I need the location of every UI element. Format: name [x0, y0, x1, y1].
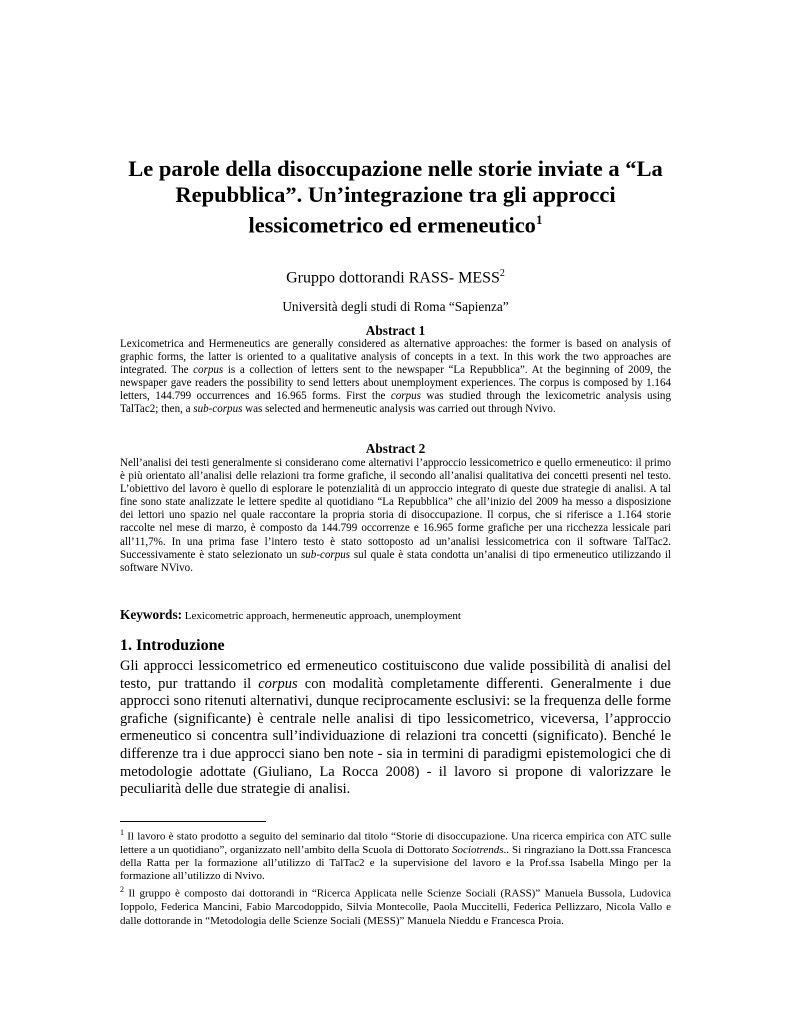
footnote-1-part-2: .. Si ringraziano la Dott.ssa Francesca della Ratta per la formazione all’utilizzo di TalTac2 e la supervisione del lavoro e la Prof.ssa Isabella Mingo per la formazione all’utilizzo di Nvivo.: [120, 843, 672, 883]
author-name: Gruppo dottorandi RASS- MESS: [286, 269, 500, 287]
abstract-1-subcorpus: sub-corpus: [193, 403, 243, 416]
affiliation: Università degli studi di Roma “Sapienza”: [282, 299, 509, 314]
footnote-2: [120, 883, 671, 927]
abstract-1-part-3: was studied through the lexicometric analysis using TalTac2; then, a: [120, 390, 671, 416]
title-line-2: Repubblica”. Un’integrazione tra gli approcci: [175, 181, 616, 207]
abstract-2-text: [120, 457, 671, 575]
abstract-1-part-4: was selected and hermeneutic analysis was carried out through Nvivo.: [242, 403, 556, 416]
footnotes: [120, 826, 671, 928]
title-footnote-mark: 1: [535, 212, 543, 227]
section-heading-introduzione: 1. Introduzione: [120, 637, 225, 654]
abstract-1-part-1: Lexicometrica and Hermeneutics are generally considered as alternative approaches: the former is based on analysis of graphic forms, the latter is oriented to a qualitative analysis of concepts in a text. In this work the two approaches are integrated. The: [120, 338, 671, 377]
abstract-1-corpus-2: corpus: [390, 390, 421, 403]
intro-corpus: corpus: [258, 675, 298, 692]
title-line-1: Le parole della disoccupazione nelle storie inviate a “La: [128, 156, 663, 181]
keywords: [120, 607, 671, 624]
paper-title: [100, 156, 691, 238]
title-line-3-text: lessicometrico ed ermeneutico: [248, 212, 536, 238]
title-line-3: [100, 207, 691, 238]
introduction-paragraph: [120, 658, 671, 799]
footnote-1-italic: Sociotrends: [452, 843, 504, 856]
author-footnote-mark: 2: [499, 268, 505, 279]
footnote-1-part-1: Il lavoro è stato prodotto a seguito del seminario dal titolo “Storie di disoccupazione. Una ricerca empirica con ATC sulle lettere a un quotidiano”, organizzato nell’ambito della Scuola di Dottorato: [120, 830, 671, 856]
abstract-1-text: [120, 338, 671, 417]
footnote-2-text: Il gruppo è composto dai dottorandi in “Ricerca Applicata nelle Scienze Sociali (RASS)” Manuela Bussola, Ludovica Ioppolo, Federica Mancini, Fabio Marcodoppido, Silvia Montecolle, Paola Muccitelli, Federica Pellizzaro, Nicola Vallo e dalle dottorande in “Metodologia delle Scienze Sociali (MESS)” Manuela Nieddu e Francesca Proia.: [120, 888, 671, 927]
intro-part-2: con modalità completamente differenti. Generalmente i due approcci sono ritenuti alternativi, dunque reciprocamente esclusivi: se la frequenza delle forme grafiche (significante) è centrale nelle analisi di tipo lessicometrico, viceversa, l’approccio ermeneutico si concentra sull’individuazione di relazioni tra concetti (significato). Benché le differenze tra i due approcci siano ben note - sia in termini di paradigmi epistemologici che di metodologie adottate (Giuliano, La Rocca 2008) - il lavoro si propone di valorizzare le peculiarità delle due strategie di analisi.: [120, 675, 671, 798]
abstract-2-part-2: sul quale è stata condotta un’analisi di tipo ermeneutico utilizzando il software NVivo.: [120, 548, 672, 574]
footnote-1: [120, 826, 671, 883]
footnote-2-mark: 2: [120, 885, 124, 895]
intro-part-1: Gli approcci lessicometrico ed ermeneutico costituiscono due valide possibilità di analisi del testo, pur trattando il: [120, 658, 671, 692]
abstract-1-part-2: is a collection of letters sent to the newspaper “La Repubblica”. At the beginning of 2009, the newspaper gave readers the possibility to send letters about unemployment experiences. The corpus is composed by 1.164 letters, 144.799 occurrences and 16.965 forms. First the: [120, 364, 671, 403]
abstract-1-corpus-1: corpus: [193, 364, 224, 377]
footnote-separator: [120, 821, 266, 822]
abstract-2-part-1: Nell’analisi dei testi generalmente si considerano come alternativi l’approccio lessicometrico e quello ermeneutico: il primo è più orientato all’analisi delle relazioni tra forme grafiche, il secondo all’analisi qualitativa dei concetti presenti nel testo. L’obiettivo del lavoro è quello di esplorare le potenzialità di un approccio integrato di queste due strategie di analisi. A tal fine sono state analizzate le lettere spedite al quotidiano “La Repubblica” che all’inizio del 2009 ha messo a disposizione dei lettori uno spazio nel quale raccontare la propria storia di disoccupazione. Il corpus, che si riferisce a 1.164 storie raccolte nel mese di marzo, è composto da 144.799 occorrenze e 16.965 forme grafiche per una ricchezza lessicale pari all’11,7%. In una prima fase l’intero testo è stato sottoposto ad un’analisi lessicometrica con il software TalTac2. Successivamente è stato selezionato un: [120, 457, 671, 561]
author-line: [100, 264, 691, 288]
abstract-2-subcorpus: sub-corpus: [300, 548, 351, 561]
abstract-2-heading: Abstract 2: [365, 441, 426, 456]
keywords-label: Keywords:: [120, 607, 183, 622]
abstract-1-heading: Abstract 1: [365, 323, 426, 338]
footnote-1-mark: 1: [120, 828, 124, 837]
keywords-text: Lexicometric approach, hermeneutic approach, unemployment: [182, 610, 461, 622]
